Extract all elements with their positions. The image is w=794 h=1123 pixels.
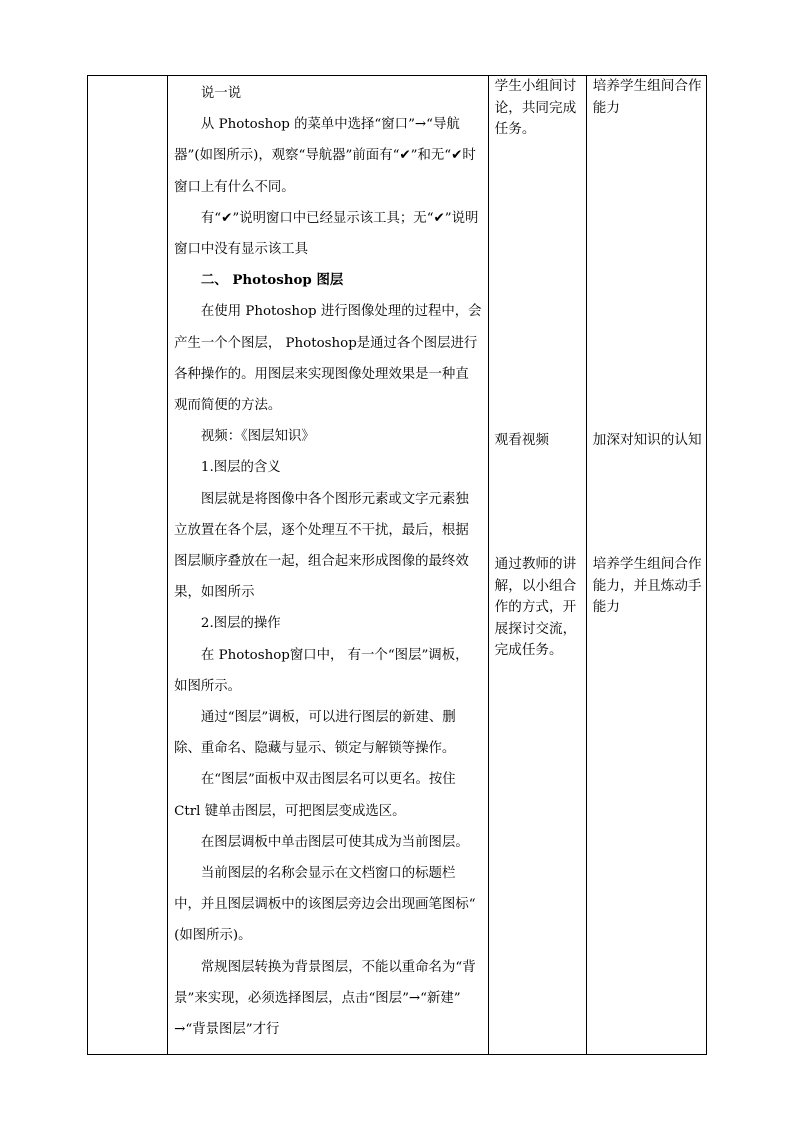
intent-deepen-knowledge: 加深对知识的认知 — [592, 432, 702, 448]
subheading-layer-meaning: 1.图层的含义 — [200, 460, 281, 476]
paragraph-panel-operations: 通过“图层”调板，可以进行图层的新建、删除、重命名、隐藏与显示、锁定与解锁等操作。 — [174, 710, 456, 757]
student-activity-cell — [488, 76, 586, 1055]
video-title: 视频：《图层知识》 — [200, 429, 315, 445]
student-activity-video: 观看视频 — [494, 432, 550, 448]
teaching-content-cell — [168, 76, 489, 1055]
paragraph-checkmark-explanation: 有“✔”说明窗口中已经显示该工具；无“✔”说明窗口中没有显示该工具 — [174, 210, 479, 258]
paragraph-rename-select: 在“图层”面板中双击图层名可以更名。按住 Ctrl 键单击图层，可把图层变成选区。 — [174, 772, 456, 819]
paragraph-title-bar: 当前图层的名称会显示在文档窗口的标题栏中，并且图层调板中的该图层旁边会出现画笔图标“ (如图所示)。 — [174, 866, 476, 944]
intent-cooperation: 培养学生组间合作能力 — [592, 78, 702, 116]
subheading-layer-operations: 2.图层的操作 — [200, 616, 281, 632]
student-activity-discussion: 学生小组间讨论，共同完成任务。 — [494, 78, 577, 137]
section-heading-say: 说一说 — [200, 86, 242, 101]
paragraph-current-layer: 在图层调板中单击图层可使其成为当前图层。 — [200, 834, 469, 850]
empty-first-column-cell — [88, 76, 168, 1055]
paragraph-layer-definition: 图层就是将图像中各个图形元素或文字元素独立放置在各个层，逐个处理互不干扰，最后，根据图层顺序叠放在一起，组合起来形成图像的最终效果，如图所示 — [174, 491, 469, 601]
paragraph-layers-intro: 在使用 Photoshop 进行图像处理的过程中，会产生一个个图层， Photoshop是通过各个图层进行各种操作的。用图层来实现图像处理效果是一种直观而简便的方法。 — [174, 304, 482, 414]
table-row — [88, 76, 707, 1055]
paragraph-layers-panel: 在 Photoshop窗口中， 有一个“图层”调板，如图所示。 — [174, 647, 469, 694]
intent-hands-on: 培养学生组间合作能力，并且炼动手能力 — [592, 556, 702, 615]
student-activity-explore: 通过教师的讲解，以小组合作的方式，开展探讨交流，完成任务。 — [494, 556, 577, 658]
paragraph-navigator-instruction: 从 Photoshop 的菜单中选择“窗口”→“导航器”(如图所示)，观察“导航器”前面有“✔”和无“✔时窗口上有什么不同。 — [174, 117, 476, 195]
design-intent-cell — [586, 76, 706, 1055]
section-heading-layers: 二、 Photoshop 图层 — [200, 272, 344, 289]
lesson-plan-table — [87, 75, 707, 1055]
paragraph-background-layer: 常规图层转换为背景图层，不能以重命名为“背景”来实现，必须选择图层，点击“图层”→“新建” →“背景图层”才行 — [174, 959, 476, 1038]
